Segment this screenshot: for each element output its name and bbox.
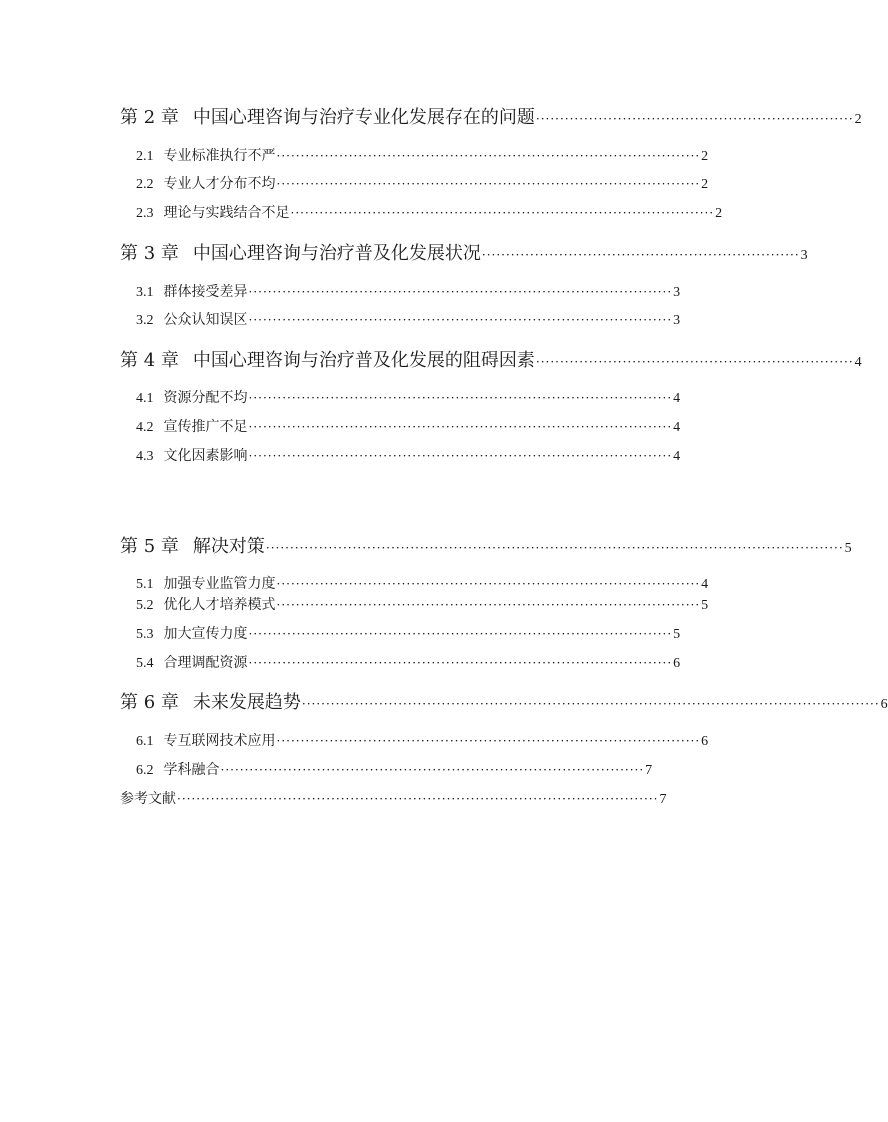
dot-leader: ························································································: [276, 577, 701, 591]
section-number: 5.2: [136, 598, 154, 613]
chapter-title: 中国心理咨询与治疗普及化发展状况: [192, 243, 481, 264]
section-number: 3.1: [136, 285, 154, 300]
section-title: 加大宣传力度: [163, 626, 248, 642]
page-number: 7: [659, 792, 667, 807]
page-number: 3: [673, 285, 681, 300]
dot-leader: ··································································: [535, 355, 854, 369]
toc-section-5-3[interactable]: [136, 623, 681, 645]
page-number: 6: [673, 656, 681, 671]
dot-leader: ························································································: [276, 598, 701, 612]
page-number: 7: [645, 763, 653, 778]
toc-section-2-3[interactable]: [136, 202, 723, 224]
chapter-number: 第 2 章: [120, 107, 179, 128]
section-number: 6.2: [136, 763, 154, 778]
page-number: 4: [701, 577, 709, 592]
references-title: 参考文献: [120, 791, 176, 807]
section-title: 资源分配不均: [163, 390, 248, 406]
toc-section-4-1[interactable]: [136, 387, 681, 409]
toc-section-4-2[interactable]: [136, 416, 681, 438]
page-number: 4: [854, 355, 862, 370]
dot-leader: ························································································: [220, 763, 645, 777]
section-title: 理论与实践结合不足: [163, 205, 290, 221]
dot-leader: ····································································································: [177, 792, 659, 806]
chapter-number: 第 4 章: [120, 350, 179, 371]
toc-section-3-2[interactable]: [136, 309, 681, 331]
toc-chapter-2[interactable]: [120, 105, 862, 131]
page-number: 5: [701, 598, 709, 613]
dot-leader: ························································································································: [301, 697, 880, 711]
page-number: 4: [673, 449, 681, 464]
toc-references[interactable]: [120, 788, 667, 810]
dot-leader: ························································································: [248, 420, 673, 434]
toc-section-6-2[interactable]: [136, 759, 653, 781]
dot-leader: ························································································: [248, 656, 673, 670]
page-number: 6: [701, 734, 709, 749]
section-number: 5.1: [136, 577, 154, 592]
section-title: 专互联网技术应用: [163, 733, 276, 749]
section-number: 5.4: [136, 656, 154, 671]
page-number: 2: [701, 177, 709, 192]
dot-leader: ························································································: [276, 149, 701, 163]
toc-chapter-5[interactable]: [120, 534, 852, 560]
dot-leader: ··································································: [535, 112, 854, 126]
section-number: 5.3: [136, 627, 154, 642]
section-number: 4.3: [136, 449, 154, 464]
section-number: 3.2: [136, 313, 154, 328]
page-number: 4: [673, 391, 681, 406]
section-number: 2.1: [136, 149, 154, 164]
toc-section-6-1[interactable]: [136, 730, 709, 752]
chapter-number: 第 5 章: [120, 536, 179, 557]
chapter-number: 第 3 章: [120, 243, 179, 264]
page-number: 2: [854, 112, 862, 127]
dot-leader: ························································································: [276, 734, 701, 748]
page-number: 6: [880, 697, 888, 712]
section-number: 2.3: [136, 206, 154, 221]
section-title: 学科融合: [163, 762, 220, 778]
toc-section-4-3[interactable]: [136, 445, 681, 467]
toc-section-5-2[interactable]: [136, 594, 709, 616]
dot-leader: ························································································: [248, 285, 673, 299]
section-title: 宣传推广不足: [163, 419, 248, 435]
page-number: 4: [673, 420, 681, 435]
dot-leader: ··································································: [481, 248, 800, 262]
dot-leader: ························································································································: [265, 541, 844, 555]
dot-leader: ························································································: [290, 206, 715, 220]
dot-leader: ························································································: [276, 177, 701, 191]
toc-chapter-3[interactable]: [120, 241, 808, 267]
dot-leader: ························································································: [248, 391, 673, 405]
toc-section-5-1[interactable]: [136, 573, 709, 595]
toc-section-2-1[interactable]: [136, 145, 709, 167]
section-title: 优化人才培养模式: [163, 597, 276, 613]
section-title: 专业标准执行不严: [163, 148, 276, 164]
section-title: 合理调配资源: [163, 655, 248, 671]
section-number: 4.2: [136, 420, 154, 435]
section-title: 加强专业监管力度: [163, 576, 276, 592]
section-title: 群体接受差异: [163, 284, 248, 300]
dot-leader: ························································································: [248, 449, 673, 463]
chapter-number: 第 6 章: [120, 692, 179, 713]
chapter-title: 未来发展趋势: [192, 692, 301, 713]
toc-chapter-6[interactable]: [120, 690, 888, 716]
dot-leader: ························································································: [248, 627, 673, 641]
toc-section-2-2[interactable]: [136, 173, 709, 195]
toc-chapter-4[interactable]: [120, 348, 862, 374]
page-number: 2: [701, 149, 709, 164]
page-number: 5: [844, 541, 852, 556]
page-number: 3: [800, 248, 808, 263]
page-number: 2: [715, 206, 723, 221]
section-number: 2.2: [136, 177, 154, 192]
toc-section-3-1[interactable]: [136, 281, 681, 303]
toc-section-5-4[interactable]: [136, 652, 681, 674]
section-number: 4.1: [136, 391, 154, 406]
section-title: 公众认知误区: [163, 312, 248, 328]
section-title: 文化因素影响: [163, 448, 248, 464]
section-number: 6.1: [136, 734, 154, 749]
section-title: 专业人才分布不均: [163, 176, 276, 192]
dot-leader: ························································································: [248, 313, 673, 327]
page-number: 3: [673, 313, 681, 328]
chapter-title: 中国心理咨询与治疗普及化发展的阻碍因素: [192, 350, 535, 371]
page-number: 5: [673, 627, 681, 642]
chapter-title: 解决对策: [192, 536, 265, 557]
chapter-title: 中国心理咨询与治疗专业化发展存在的问题: [192, 107, 535, 128]
